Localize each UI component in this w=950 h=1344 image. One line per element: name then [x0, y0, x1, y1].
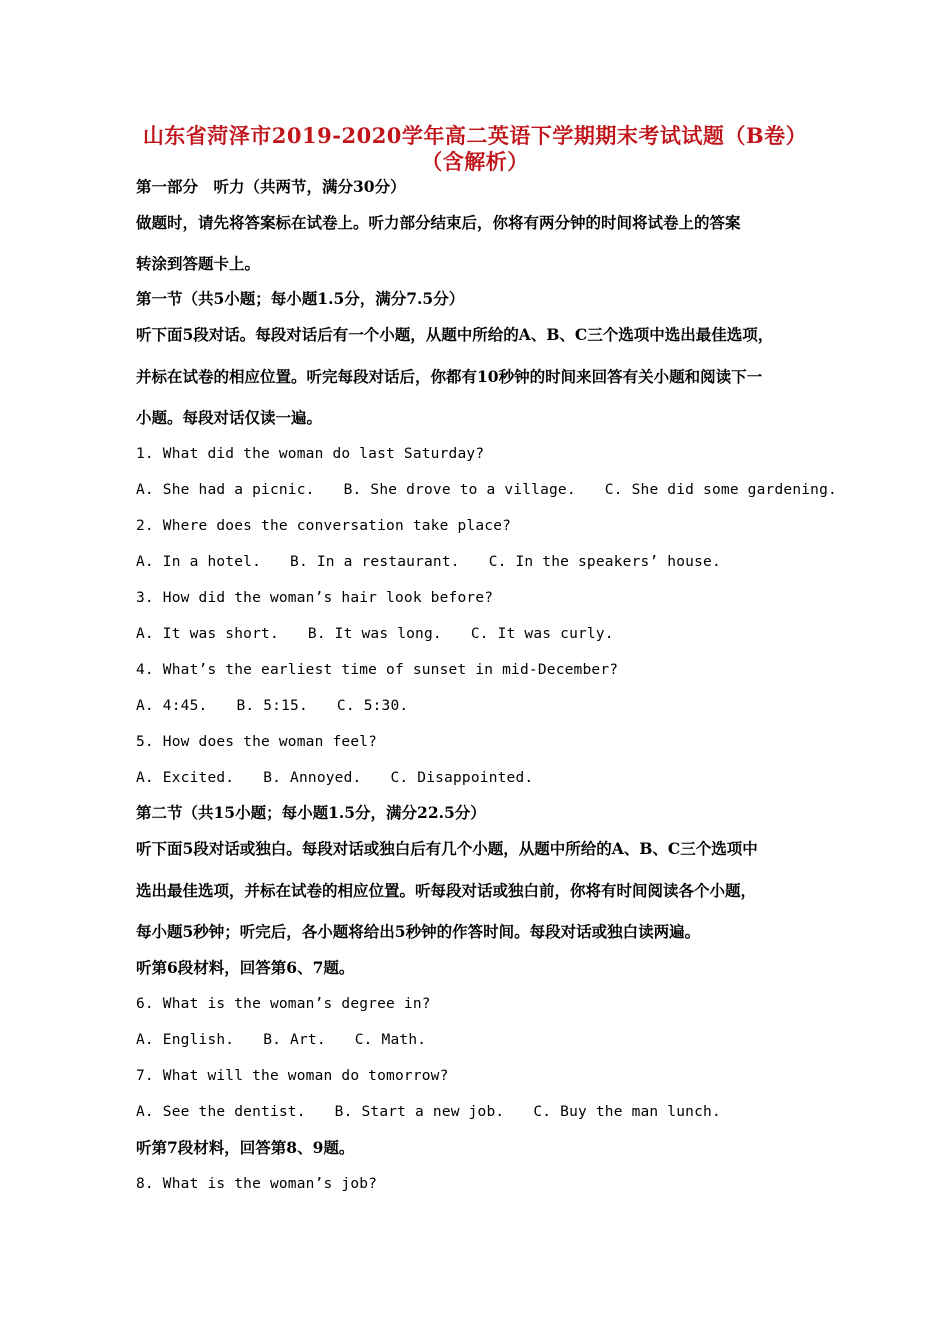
- material-6-heading: 听第6段材料，回答第6、7题。: [136, 958, 355, 977]
- option-c: C. She did some gardening.: [604, 482, 837, 498]
- section1-instruction-end: 小题。每段对话仅读一遍。: [136, 408, 323, 427]
- question-3: 3. How did the woman’s hair look before?: [136, 590, 494, 606]
- option-b: B. In a restaurant.: [290, 554, 460, 570]
- option-c: C. Math.: [354, 1032, 427, 1048]
- document-subtitle: （含解析）: [421, 149, 529, 174]
- section2-instruction: 听下面5段对话或独白。每段对话或独白后有几个小题，从题中所给的A、B、C三个选项中: [136, 839, 758, 858]
- part1-instruction-cont: 转涂到答题卡上。: [136, 254, 261, 273]
- section1-instruction-cont: 并标在试卷的相应位置。听完每段对话后，你都有10秒钟的时间来回答有关小题和阅读下一: [136, 367, 763, 386]
- part1-instruction: 做题时，请先将答案标在试卷上。听力部分结束后，你将有两分钟的时间将试卷上的答案: [136, 213, 741, 232]
- option-b: B. Art.: [263, 1032, 326, 1048]
- question-1-options: [136, 480, 837, 500]
- option-b: B. It was long.: [307, 626, 442, 642]
- section1-heading: 第一节（共5小题；每小题1.5分，满分7.5分）: [136, 289, 465, 308]
- option-a: A. It was short.: [136, 626, 279, 642]
- option-c: C. In the speakers’ house.: [488, 554, 721, 570]
- option-a: A. Excited.: [136, 770, 235, 786]
- question-5-options: [136, 768, 533, 788]
- option-b: B. She drove to a village.: [343, 482, 576, 498]
- question-4-options: [136, 696, 408, 716]
- question-7-options: [136, 1102, 721, 1122]
- part1-heading: 第一部分 听力（共两节，满分30分）: [136, 177, 406, 196]
- option-a: A. See the dentist.: [136, 1104, 306, 1120]
- question-8: 8. What is the woman’s job?: [136, 1176, 378, 1192]
- option-b: B. 5:15.: [236, 698, 308, 714]
- option-c: C. Buy the man lunch.: [533, 1104, 721, 1120]
- question-4: 4. What’s the earliest time of sunset in mid-December?: [136, 662, 619, 678]
- question-2: 2. Where does the conversation take place?: [136, 518, 512, 534]
- question-5: 5. How does the woman feel?: [136, 734, 378, 750]
- section2-instruction-end: 每小题5秒钟；听完后，各小题将给出5秒钟的作答时间。每段对话或独白读两遍。: [136, 922, 701, 941]
- section1-instruction: 听下面5段对话。每段对话后有一个小题，从题中所给的A、B、C三个选项中选出最佳选项，: [136, 325, 774, 344]
- question-7: 7. What will the woman do tomorrow?: [136, 1068, 449, 1084]
- option-c: C. 5:30.: [336, 698, 409, 714]
- question-2-options: [136, 552, 721, 572]
- option-a: A. English.: [136, 1032, 235, 1048]
- section2-heading: 第二节（共15小题；每小题1.5分，满分22.5分）: [136, 803, 486, 822]
- question-3-options: [136, 624, 614, 644]
- option-a: A. 4:45.: [136, 698, 208, 714]
- option-b: B. Start a new job.: [334, 1104, 505, 1120]
- question-6-options: [136, 1030, 426, 1050]
- option-a: A. She had a picnic.: [136, 482, 315, 498]
- option-b: B. Annoyed.: [263, 770, 362, 786]
- material-7-heading: 听第7段材料，回答第8、9题。: [136, 1138, 355, 1157]
- document-title: 山东省菏泽市2019-2020学年高二英语下学期期末考试试题（B卷）: [142, 123, 808, 148]
- section2-instruction-cont: 选出最佳选项，并标在试卷的相应位置。听每段对话或独白前，你将有时间阅读各个小题，: [136, 881, 757, 900]
- option-c: C. It was curly.: [470, 626, 614, 642]
- option-c: C. Disappointed.: [390, 770, 534, 786]
- question-1: 1. What did the woman do last Saturday?: [136, 446, 485, 462]
- option-a: A. In a hotel.: [136, 554, 262, 570]
- question-6: 6. What is the woman’s degree in?: [136, 996, 431, 1012]
